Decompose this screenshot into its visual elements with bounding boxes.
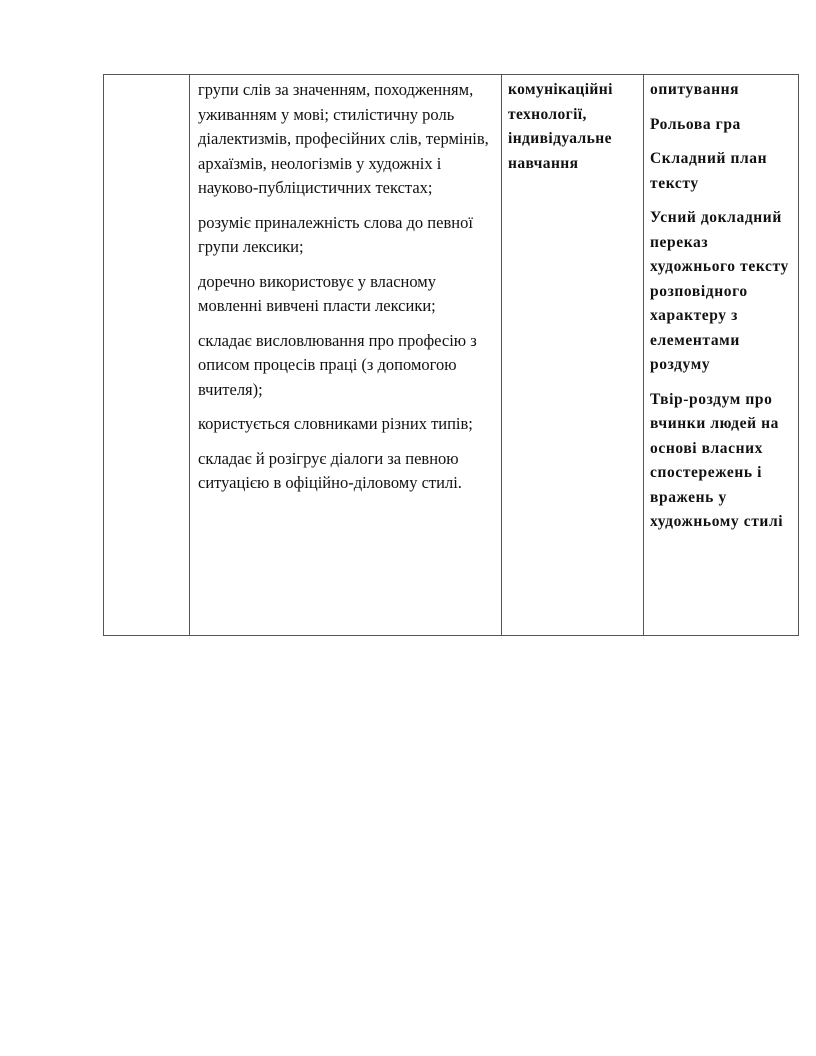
technologies-text: комунікаційні технології, індивідуальне навчання [508,81,613,172]
activity-item: Складний план тексту [650,150,768,192]
activity-item: Усний докладний переказ художнього тексту розповідного характеру з елементами роздуму [650,209,789,373]
table-row [104,75,799,636]
activities-cell [644,75,799,636]
outcome-paragraph: розуміє приналежність слова до певної групи лексики; [198,212,473,256]
activity-item: опитування [650,81,740,98]
activity-item: Рольова гра [650,115,741,133]
learning-outcomes-cell [190,75,502,636]
outcome-paragraph: складає й розігрує діалоги за певною ситуацією в офіційно-діловому стилі. [198,448,462,492]
curriculum-table [103,74,799,636]
outcome-paragraph: доречно використовує у власному мовленні вивчені пласти лексики; [198,271,436,315]
activity-item: Твір-роздум про вчинки людей на основі власних спостережень і вражень у художньому стилі [650,390,784,530]
outcome-paragraph: користується словниками різних типів; [198,414,473,433]
outcome-paragraph: складає висловлювання про професію з описом процесів праці (з допомогою вчителя); [198,330,477,399]
number-cell [104,75,190,636]
outcome-paragraph: групи слів за значенням, походженням, уживанням у мові; стилістичну роль діалектизмів, професійних слів, термінів, архаїзмів, неологізмів у художніх і науково-публіцистичних текстах; [198,80,489,197]
technologies-cell [502,75,644,636]
